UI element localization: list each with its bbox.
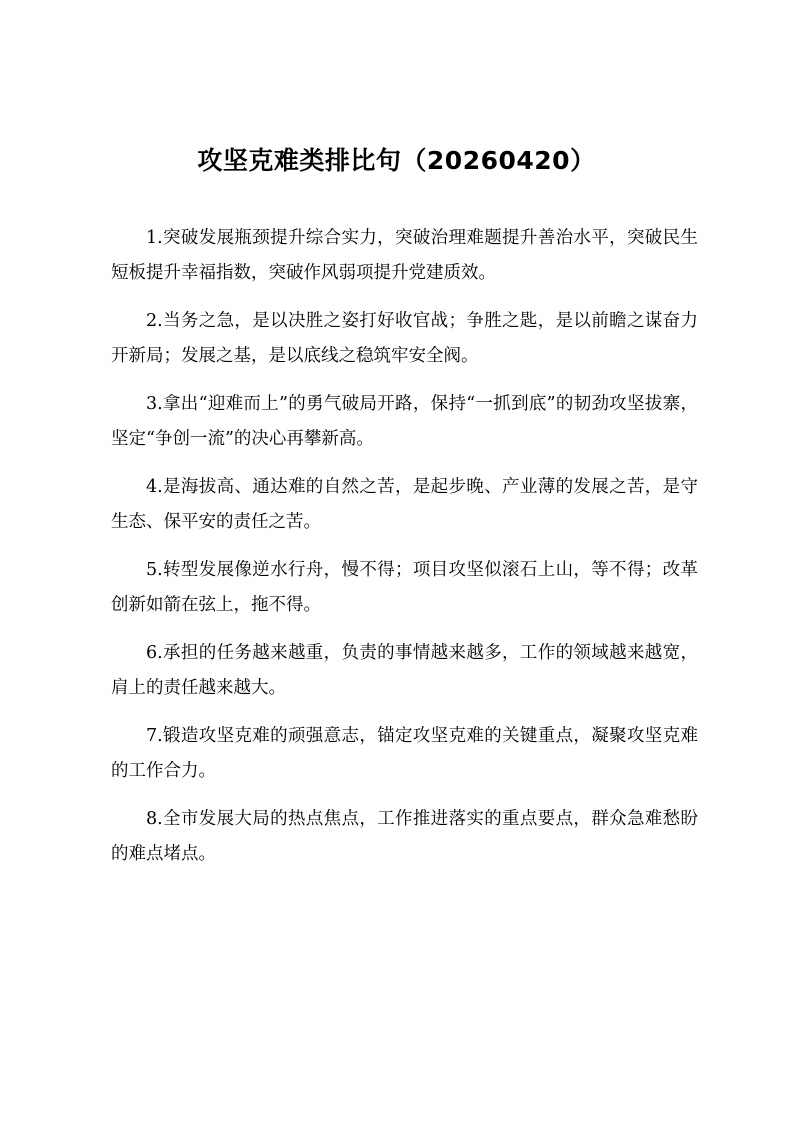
paragraph-2: 2.当务之急，是以决胜之姿打好收官战；争胜之匙，是以前瞻之谋奋力开新局；发展之基，是以底线之稳筑牢安全阀。 [111, 311, 698, 366]
paragraph-1: 1.突破发展瓶颈提升综合实力，突破治理难题提升善治水平，突破民生短板提升幸福指数，突破作风弱项提升党建质效。 [111, 228, 698, 283]
paragraph-4: 4.是海拔高、通达难的自然之苦，是起步晚、产业薄的发展之苦，是守生态、保平安的责任之苦。 [111, 477, 698, 532]
paragraph-5: 5.转型发展像逆水行舟，慢不得；项目攻坚似滚石上山，等不得；改革创新如箭在弦上，拖不得。 [111, 560, 698, 615]
document-title: 攻坚克难类排比句（20260420） [197, 146, 596, 175]
paragraph-8: 8.全市发展大局的热点焦点，工作推进落实的重点要点，群众急难愁盼的难点堵点。 [111, 809, 698, 864]
document-body [111, 221, 698, 885]
paragraph-6: 6.承担的任务越来越重，负责的事情越来越多，工作的领域越来越宽，肩上的责任越来越大。 [111, 643, 698, 698]
paragraph-3: 3.拿出“迎难而上”的勇气破局开路，保持“一抓到底”的韧劲攻坚拔寨，坚定“争创一流”的决心再攀新高。 [111, 394, 698, 449]
paragraph-7: 7.锻造攻坚克难的顽强意志，锚定攻坚克难的关键重点，凝聚攻坚克难的工作合力。 [111, 726, 698, 781]
